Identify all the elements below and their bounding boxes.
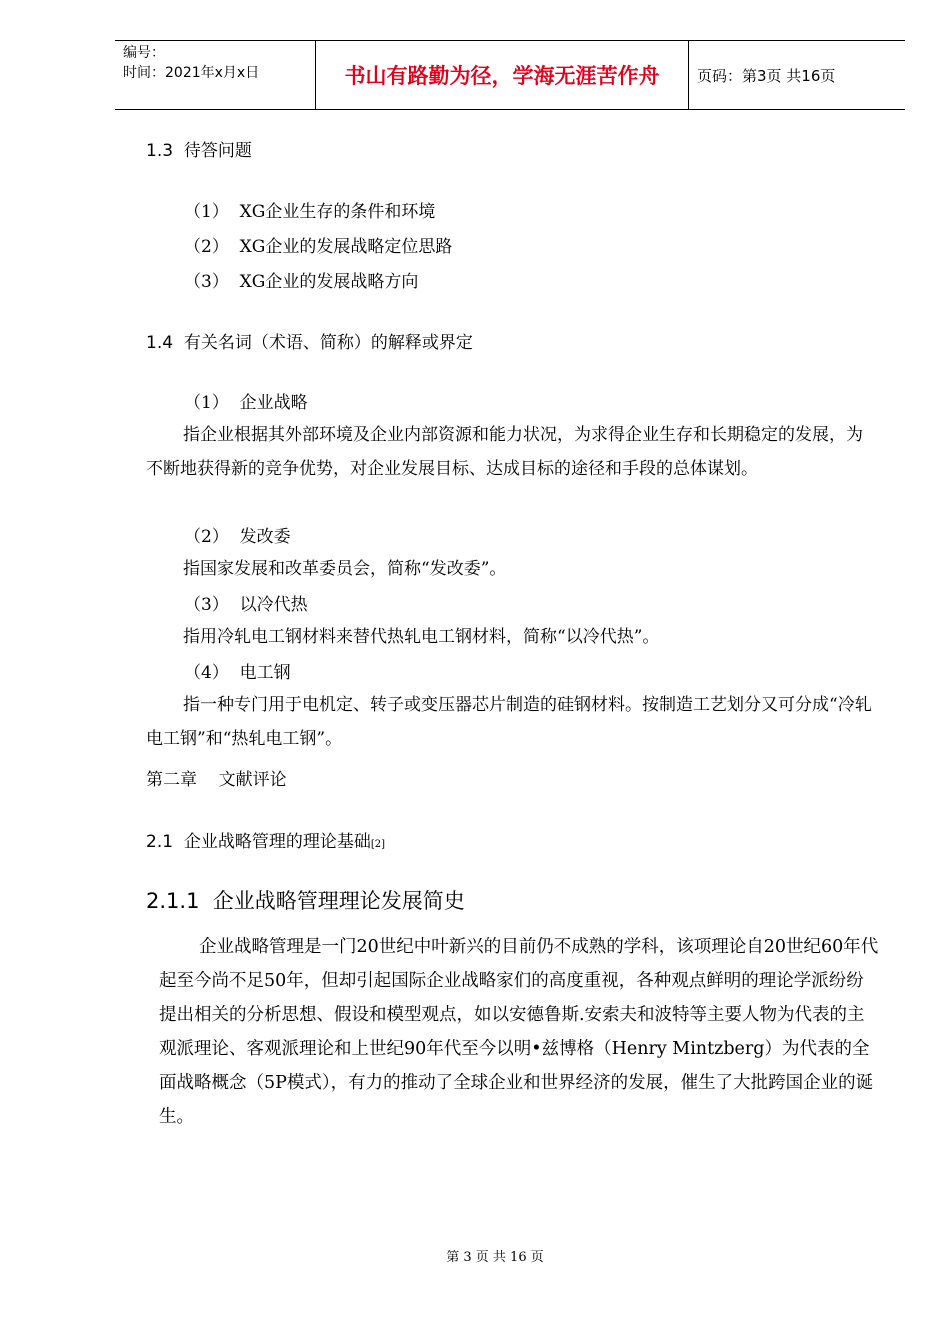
section-number: 1.4 xyxy=(146,333,174,353)
question-item xyxy=(184,197,435,222)
item-number: （4） xyxy=(184,663,229,683)
section-1-4-heading xyxy=(146,328,473,353)
term-heading xyxy=(184,522,291,547)
item-text: XG企业的发展战略方向 xyxy=(239,272,419,292)
question-item xyxy=(184,232,452,257)
page-footer: 第 3 页 共 16 页 xyxy=(446,1250,544,1265)
header-number: 编号： xyxy=(123,45,165,61)
section-title: 有关名词（术语、简称）的解释或界定 xyxy=(183,333,473,353)
item-text: XG企业生存的条件和环境 xyxy=(239,202,436,222)
page-header xyxy=(115,40,905,110)
term-definition: 指国家发展和改革委员会，简称“发改委”。 xyxy=(183,559,507,579)
section-1-3-heading xyxy=(146,136,252,161)
term-heading xyxy=(184,658,291,683)
term-name: 发改委 xyxy=(239,527,291,547)
header-motto: 书山有路勤为径，学海无涯苦作舟 xyxy=(315,41,689,109)
term-definition: 指一种专门用于电机定、转子或变压器芯片制造的硅钢材料。按制造工艺划分又可分成“冷轧电工钢”和“热轧电工钢”。 xyxy=(146,695,872,749)
section-title: 企业战略管理理论发展简史 xyxy=(212,889,465,913)
term-definition: 指用冷轧电工钢材料来替代热轧电工钢材料，简称“以冷代热”。 xyxy=(183,627,660,647)
chapter-2-heading: 第二章 文献评论 xyxy=(146,770,287,790)
section-number: 2.1.1 xyxy=(146,889,200,913)
term-heading xyxy=(184,388,308,413)
header-info xyxy=(115,41,315,109)
item-number: （1） xyxy=(184,393,229,413)
section-number: 1.3 xyxy=(146,141,174,161)
question-item xyxy=(184,267,418,292)
item-text: XG企业的发展战略定位思路 xyxy=(239,237,453,257)
item-number: （3） xyxy=(184,272,229,292)
term-heading xyxy=(184,590,308,615)
section-title: 待答问题 xyxy=(183,141,252,161)
body-paragraph: 企业战略管理是一门20世纪中叶新兴的目前仍不成熟的学科，该项理论自20世纪60年代起至今尚不足50年，但却引起国际企业战略家们的高度重视，各种观点鲜明的理论学派纷纷提出相关的分析思想、假设和模型观点，如以安德鲁斯.安索夫和波特等主要人物为代表的主观派理论、客观派理论和上世纪90年代至今以明•兹博格（Henry Mintzberg）为代表的全面战略概念（5P模式），有力的推动了全球企业和世界经济的发展，催生了大批跨国企业的诞生。 xyxy=(159,937,879,1127)
section-2-1-1-heading xyxy=(146,885,465,915)
item-number: （1） xyxy=(184,202,229,222)
section-title: 企业战略管理的理论基础 xyxy=(183,832,371,852)
item-number: （2） xyxy=(184,527,229,547)
header-time: 时间：2021年x月x日 xyxy=(123,65,260,81)
term-definition: 指企业根据其外部环境及企业内部资源和能力状况，为求得企业生存和长期稳定的发展，为不断地获得新的竞争优势，对企业发展目标、达成目标的途径和手段的总体谋划。 xyxy=(146,425,863,479)
reference-mark: [2] xyxy=(370,839,386,850)
item-number: （2） xyxy=(184,237,229,257)
term-name: 电工钢 xyxy=(239,663,291,683)
item-number: （3） xyxy=(184,595,229,615)
term-name: 企业战略 xyxy=(239,393,308,413)
section-number: 2.1 xyxy=(146,832,174,852)
header-page: 页码：第3页 共16页 xyxy=(697,66,836,85)
term-name: 以冷代热 xyxy=(239,595,308,615)
section-2-1-heading xyxy=(146,827,385,852)
